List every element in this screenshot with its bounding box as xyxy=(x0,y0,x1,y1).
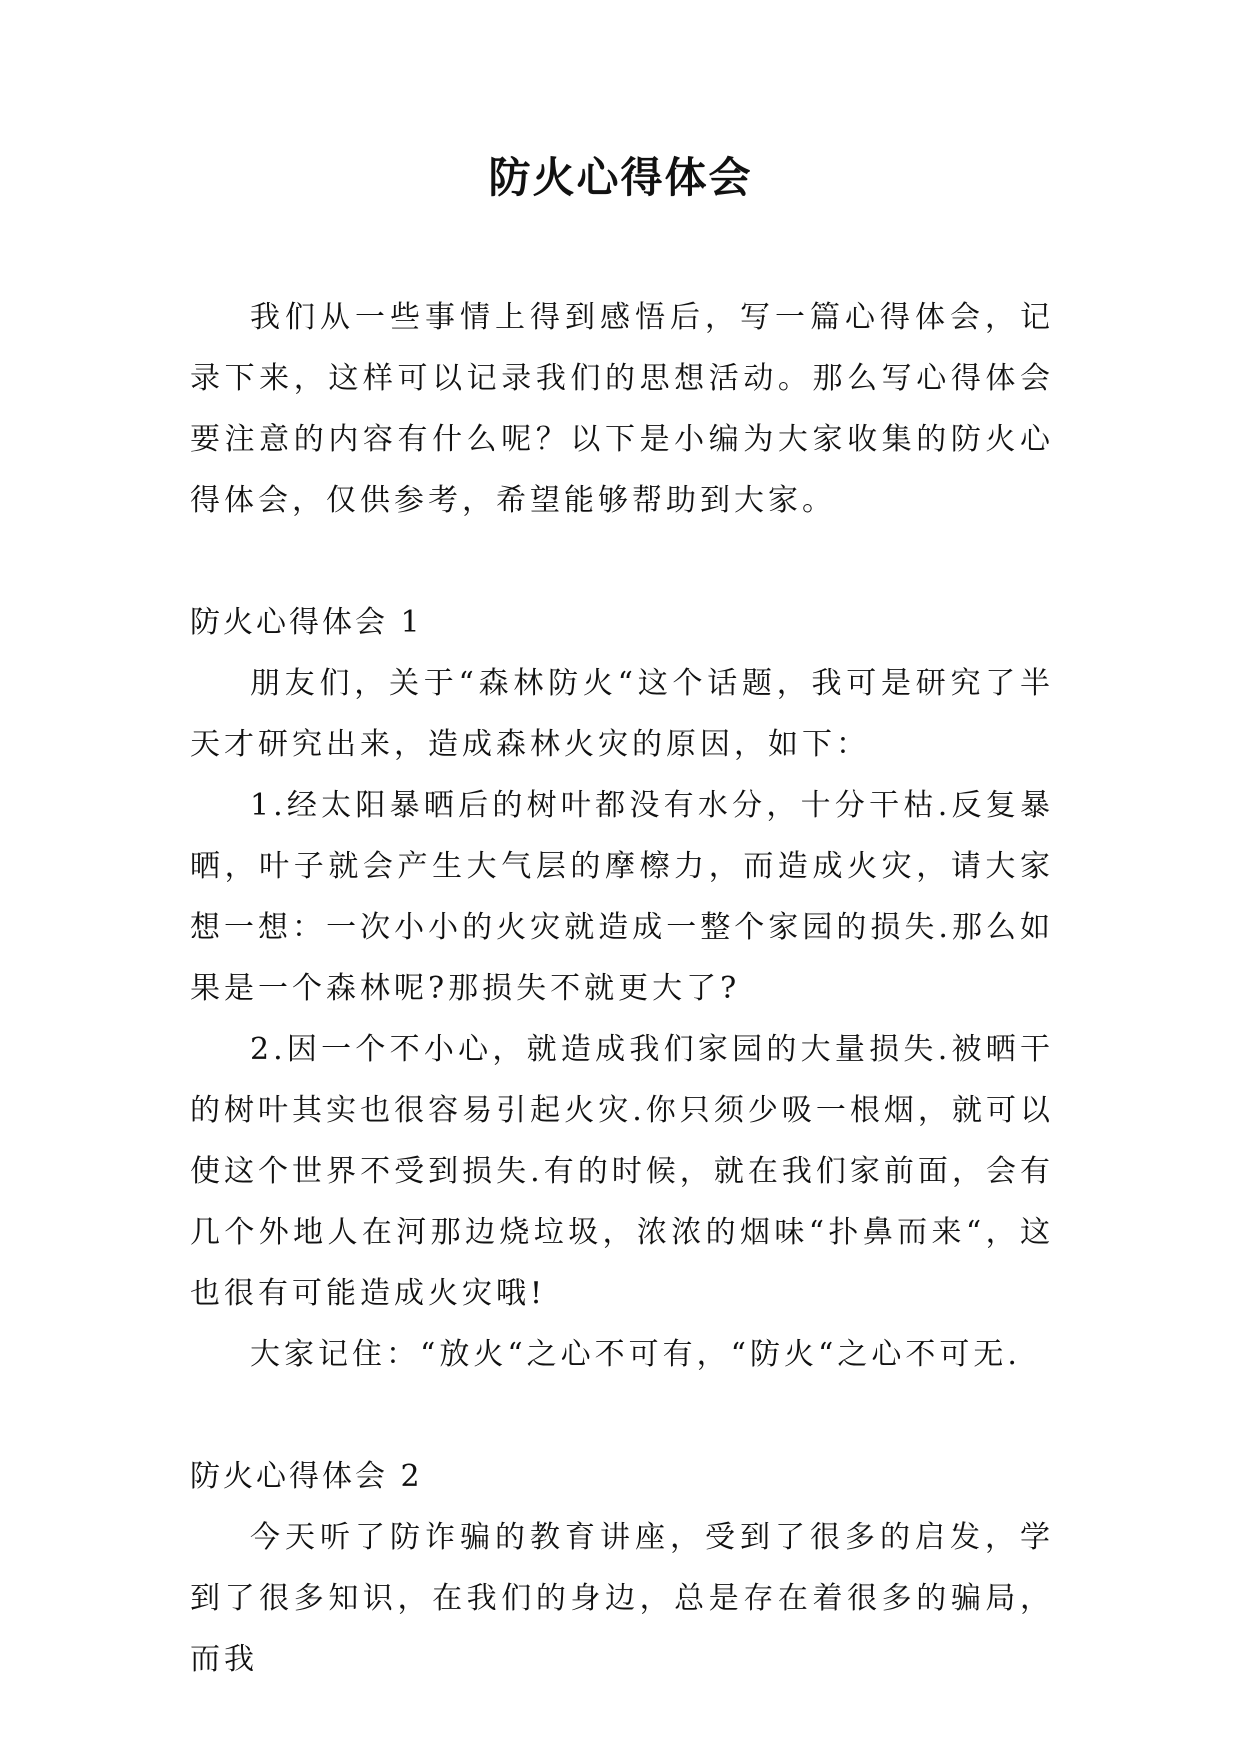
section-2-paragraph-1: 今天听了防诈骗的教育讲座，受到了很多的启发，学到了很多知识，在我们的身边，总是存在着很多的骗局，而我 xyxy=(190,1520,1054,1677)
intro-paragraph: 我们从一些事情上得到感悟后，写一篇心得体会，记录下来，这样可以记录我们的思想活动。那么写心得体会要注意的内容有什么呢？以下是小编为大家收集的防火心得体会，仅供参考，希望能够帮助到大家。 xyxy=(190,300,1054,518)
section-spacer xyxy=(190,531,1054,592)
section-1-paragraph-4: 大家记住：“放火“之心不可有，“防火“之心不可无. xyxy=(250,1337,1021,1372)
section-heading-2: 防火心得体会 2 xyxy=(190,1459,423,1494)
document-body xyxy=(190,287,1054,1690)
section-1-paragraph-1: 朋友们，关于“森林防火“这个话题，我可是研究了半天才研究出来，造成森林火灾的原因，如下： xyxy=(190,666,1054,762)
document-title: 防火心得体会 xyxy=(488,153,753,202)
section-1-paragraph-2: 1.经太阳暴晒后的树叶都没有水分，十分干枯.反复暴晒，叶子就会产生大气层的摩檫力，而造成火灾，请大家想一想：一次小小的火灾就造成一整个家园的损失.那么如果是一个森林呢?那损失不就更大了? xyxy=(190,788,1054,1006)
section-heading-1: 防火心得体会 1 xyxy=(190,605,423,640)
section-spacer xyxy=(190,1385,1054,1446)
section-1-paragraph-3: 2.因一个不小心，就造成我们家园的大量损失.被晒干的树叶其实也很容易引起火灾.你只须少吸一根烟，就可以使这个世界不受到损失.有的时候，就在我们家前面，会有几个外地人在河那边烧垃圾，浓浓的烟味“扑鼻而来“，这也很有可能造成火灾哦! xyxy=(190,1032,1054,1311)
